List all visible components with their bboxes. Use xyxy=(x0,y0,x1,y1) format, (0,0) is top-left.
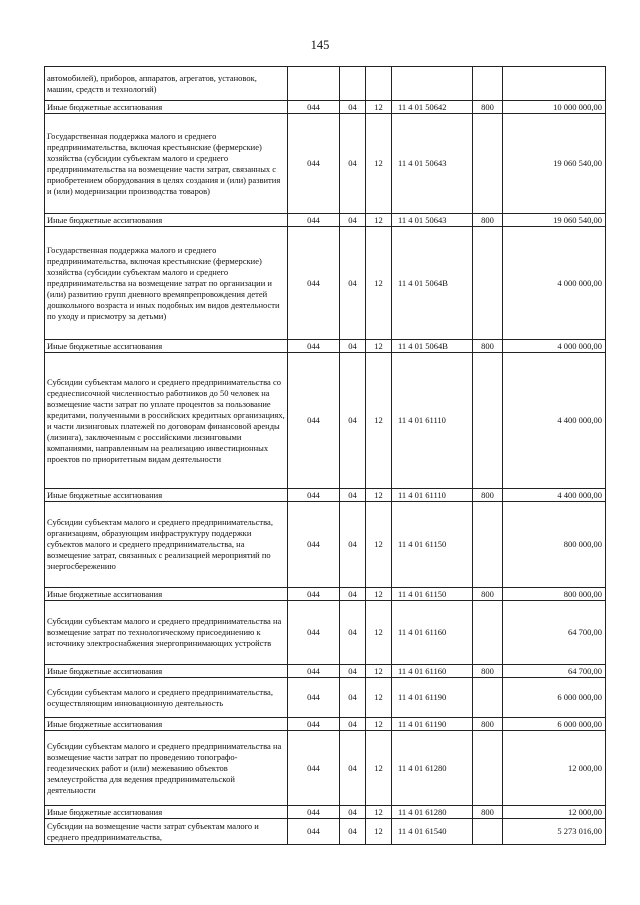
page-number: 145 xyxy=(310,38,330,52)
row-target-code: 11 4 01 61110 xyxy=(392,353,473,489)
row-admin-code: 044 xyxy=(288,601,340,665)
row-subsection: 12 xyxy=(366,340,392,353)
row-admin-code: 044 xyxy=(288,819,340,845)
row-name: Иные бюджетные ассигнования xyxy=(45,806,288,819)
table-row xyxy=(45,601,606,665)
row-name: Государственная поддержка малого и среднего предпринимательства, включая крестьянские (фермерские) хозяйства (субсидии субъектам малого и среднего предпринимательства на возмещение затрат по организации и (или) развитию групп дневного времяпрепровождения детей дошкольного возраста и иных подобных им видов деятельности по уходу и присмотру за детьми) xyxy=(45,227,288,340)
row-target-code: 11 4 01 5064В xyxy=(392,227,473,340)
row-expense-kind xyxy=(473,67,503,101)
row-expense-kind xyxy=(473,731,503,806)
row-admin-code: 044 xyxy=(288,678,340,718)
row-sum: 12 000,00 xyxy=(503,806,606,819)
row-section: 04 xyxy=(340,731,366,806)
row-name: Иные бюджетные ассигнования xyxy=(45,489,288,502)
row-admin-code: 044 xyxy=(288,718,340,731)
table-row xyxy=(45,353,606,489)
row-expense-kind xyxy=(473,819,503,845)
row-expense-kind: 800 xyxy=(473,489,503,502)
row-expense-kind xyxy=(473,114,503,214)
row-expense-kind: 800 xyxy=(473,806,503,819)
table-row xyxy=(45,819,606,845)
row-name: Иные бюджетные ассигнования xyxy=(45,718,288,731)
row-name: автомобилей), приборов, аппаратов, агрегатов, установок, машин, средств и технологий) xyxy=(45,67,288,101)
row-admin-code: 044 xyxy=(288,353,340,489)
row-sum: 6 000 000,00 xyxy=(503,718,606,731)
row-sum: 4 400 000,00 xyxy=(503,489,606,502)
row-section: 04 xyxy=(340,678,366,718)
row-sum: 4 400 000,00 xyxy=(503,353,606,489)
row-admin-code: 044 xyxy=(288,227,340,340)
row-section xyxy=(340,67,366,101)
row-expense-kind: 800 xyxy=(473,588,503,601)
row-sum xyxy=(503,67,606,101)
table-row xyxy=(45,489,606,502)
row-subsection: 12 xyxy=(366,502,392,588)
row-sum: 12 000,00 xyxy=(503,731,606,806)
row-admin-code: 044 xyxy=(288,665,340,678)
row-name: Субсидии субъектам малого и среднего предпринимательства на возмещение затрат по технологическому присоединению к источнику электроснабжения энергопринимающих устройств xyxy=(45,601,288,665)
table-row xyxy=(45,214,606,227)
row-target-code: 11 4 01 61540 xyxy=(392,819,473,845)
table-row xyxy=(45,665,606,678)
row-section: 04 xyxy=(340,588,366,601)
row-name: Государственная поддержка малого и среднего предпринимательства, включая крестьянские (фермерские) хозяйства (субсидии субъектам малого и среднего предпринимательства на возмещение части затрат, связанных с приобретением оборудования в целях создания и (или) развития и (или) модернизации производства товаров) xyxy=(45,114,288,214)
row-subsection: 12 xyxy=(366,353,392,489)
row-section: 04 xyxy=(340,502,366,588)
row-target-code: 11 4 01 61190 xyxy=(392,678,473,718)
row-section: 04 xyxy=(340,214,366,227)
row-target-code: 11 4 01 61160 xyxy=(392,601,473,665)
row-expense-kind xyxy=(473,502,503,588)
row-section: 04 xyxy=(340,489,366,502)
table-row xyxy=(45,806,606,819)
row-target-code: 11 4 01 61160 xyxy=(392,665,473,678)
row-name: Субсидии субъектам малого и среднего предпринимательства, организациям, образующим инфраструктуру поддержки субъектов малого и среднего предпринимательства, на возмещение затрат, связанных с реализацией мероприятий по энергосбережению xyxy=(45,502,288,588)
row-section: 04 xyxy=(340,340,366,353)
row-admin-code: 044 xyxy=(288,489,340,502)
budget-table xyxy=(44,66,606,845)
row-subsection: 12 xyxy=(366,214,392,227)
row-target-code xyxy=(392,67,473,101)
row-sum: 64 700,00 xyxy=(503,665,606,678)
row-expense-kind xyxy=(473,601,503,665)
row-name: Субсидии на возмещение части затрат субъектам малого и среднего предпринимательства, xyxy=(45,819,288,845)
row-expense-kind: 800 xyxy=(473,101,503,114)
row-target-code: 11 4 01 61280 xyxy=(392,731,473,806)
row-expense-kind: 800 xyxy=(473,340,503,353)
row-subsection: 12 xyxy=(366,601,392,665)
table-row xyxy=(45,114,606,214)
table-row xyxy=(45,67,606,101)
row-target-code: 11 4 01 61150 xyxy=(392,502,473,588)
row-sum: 5 273 016,00 xyxy=(503,819,606,845)
table-row xyxy=(45,340,606,353)
row-name: Субсидии субъектам малого и среднего предпринимательства на возмещение части затрат по проведению топографо-геодезических работ и (или) межеванию объектов землеустройства для ведения предпринимательской деятельности xyxy=(45,731,288,806)
row-section: 04 xyxy=(340,718,366,731)
row-sum: 64 700,00 xyxy=(503,601,606,665)
row-section: 04 xyxy=(340,101,366,114)
row-name: Иные бюджетные ассигнования xyxy=(45,340,288,353)
row-subsection: 12 xyxy=(366,227,392,340)
row-admin-code: 044 xyxy=(288,806,340,819)
row-sum: 4 000 000,00 xyxy=(503,227,606,340)
row-admin-code: 044 xyxy=(288,340,340,353)
table-row xyxy=(45,101,606,114)
row-subsection: 12 xyxy=(366,665,392,678)
row-section: 04 xyxy=(340,601,366,665)
row-subsection: 12 xyxy=(366,588,392,601)
row-target-code: 11 4 01 5064В xyxy=(392,340,473,353)
table-row xyxy=(45,678,606,718)
row-name: Субсидии субъектам малого и среднего предпринимательства со среднесписочной численностью работников до 50 человек на возмещение части затрат по уплате процентов за пользование кредитами, полученными в российских кредитных организациях, и части лизинговых платежей по договорам финансовой аренды (лизинга), заключенным с российскими лизинговыми компаниями, направленным на реализацию инвестиционных проектов по приоритетным видам деятельности xyxy=(45,353,288,489)
table-row xyxy=(45,718,606,731)
table-row xyxy=(45,588,606,601)
table-row xyxy=(45,227,606,340)
row-section: 04 xyxy=(340,114,366,214)
row-expense-kind: 800 xyxy=(473,665,503,678)
row-subsection: 12 xyxy=(366,678,392,718)
row-section: 04 xyxy=(340,806,366,819)
row-sum: 19 060 540,00 xyxy=(503,114,606,214)
row-admin-code: 044 xyxy=(288,214,340,227)
row-name: Субсидии субъектам малого и среднего предпринимательства, осуществляющим инновационную деятельность xyxy=(45,678,288,718)
row-subsection: 12 xyxy=(366,819,392,845)
row-section: 04 xyxy=(340,227,366,340)
row-target-code: 11 4 01 61150 xyxy=(392,588,473,601)
budget-table-body xyxy=(45,67,606,845)
row-sum: 6 000 000,00 xyxy=(503,678,606,718)
row-admin-code: 044 xyxy=(288,731,340,806)
row-section: 04 xyxy=(340,665,366,678)
row-expense-kind xyxy=(473,353,503,489)
row-section: 04 xyxy=(340,353,366,489)
row-sum: 19 060 540,00 xyxy=(503,214,606,227)
row-target-code: 11 4 01 61280 xyxy=(392,806,473,819)
row-subsection: 12 xyxy=(366,114,392,214)
row-admin-code: 044 xyxy=(288,101,340,114)
row-sum: 800 000,00 xyxy=(503,502,606,588)
row-name: Иные бюджетные ассигнования xyxy=(45,101,288,114)
row-sum: 800 000,00 xyxy=(503,588,606,601)
row-expense-kind: 800 xyxy=(473,214,503,227)
row-expense-kind xyxy=(473,678,503,718)
row-name: Иные бюджетные ассигнования xyxy=(45,214,288,227)
row-target-code: 11 4 01 50643 xyxy=(392,214,473,227)
row-section: 04 xyxy=(340,819,366,845)
row-target-code: 11 4 01 50642 xyxy=(392,101,473,114)
row-subsection: 12 xyxy=(366,806,392,819)
table-row xyxy=(45,502,606,588)
row-sum: 10 000 000,00 xyxy=(503,101,606,114)
row-target-code: 11 4 01 50643 xyxy=(392,114,473,214)
row-target-code: 11 4 01 61190 xyxy=(392,718,473,731)
row-expense-kind: 800 xyxy=(473,718,503,731)
row-expense-kind xyxy=(473,227,503,340)
row-name: Иные бюджетные ассигнования xyxy=(45,665,288,678)
row-admin-code: 044 xyxy=(288,114,340,214)
row-name: Иные бюджетные ассигнования xyxy=(45,588,288,601)
row-target-code: 11 4 01 61110 xyxy=(392,489,473,502)
table-row xyxy=(45,731,606,806)
row-subsection: 12 xyxy=(366,489,392,502)
row-subsection: 12 xyxy=(366,101,392,114)
row-subsection: 12 xyxy=(366,731,392,806)
row-admin-code xyxy=(288,67,340,101)
row-subsection xyxy=(366,67,392,101)
row-sum: 4 000 000,00 xyxy=(503,340,606,353)
row-admin-code: 044 xyxy=(288,502,340,588)
row-admin-code: 044 xyxy=(288,588,340,601)
row-subsection: 12 xyxy=(366,718,392,731)
